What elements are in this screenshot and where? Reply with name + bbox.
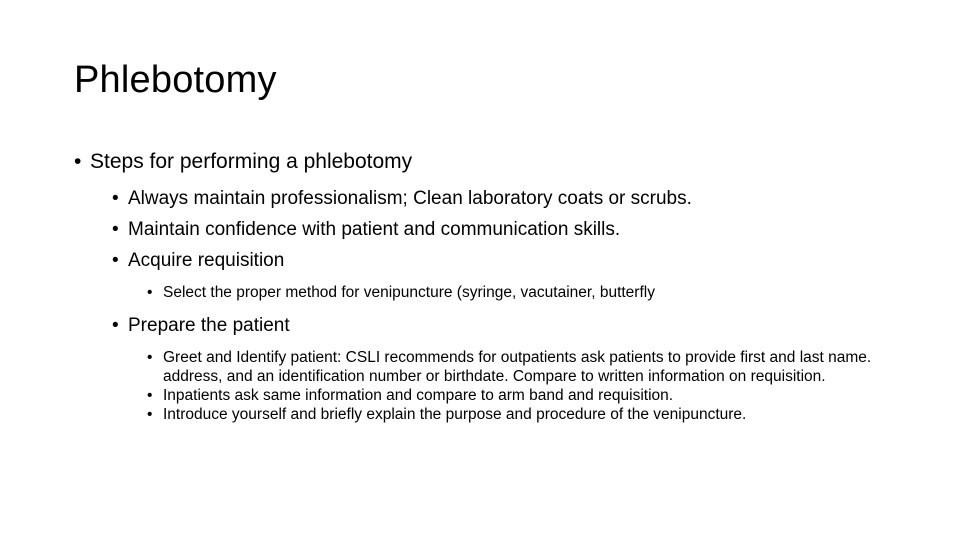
- bullet-text: Acquire requisition: [128, 250, 285, 271]
- bullet-level2-professionalism: [112, 183, 904, 214]
- bullet-level3-method: [147, 283, 904, 302]
- bullet-text: Inpatients ask same information and compare to arm band and requisition.: [163, 387, 674, 404]
- bullet-level2-prepare: [112, 310, 904, 341]
- bullet-dot-icon: •: [147, 349, 153, 366]
- bullet-level3-inpatients: [147, 386, 904, 405]
- bullet-dot-icon: •: [112, 188, 119, 209]
- bullet-level2-confidence: [112, 214, 904, 245]
- bullet-text: Steps for performing a phlebotomy: [90, 150, 413, 173]
- bullet-dot-icon: •: [147, 406, 153, 423]
- bullet-text: Select the proper method for venipuncture (syringe, vacutainer, butterfly: [163, 284, 655, 301]
- slide-body: [74, 146, 904, 424]
- bullet-level3-greet: [147, 348, 883, 386]
- bullet-text: Introduce yourself and briefly explain the purpose and procedure of the venipuncture.: [163, 406, 747, 423]
- bullet-level3-introduce: [147, 405, 904, 424]
- bullet-dot-icon: •: [74, 150, 82, 173]
- bullet-level1-steps: [74, 146, 904, 178]
- bullet-dot-icon: •: [147, 387, 153, 404]
- bullet-dot-icon: •: [147, 284, 153, 301]
- bullet-dot-icon: •: [112, 250, 119, 271]
- slide-title: Phlebotomy: [74, 59, 277, 101]
- bullet-text: Maintain confidence with patient and communication skills.: [128, 219, 621, 240]
- bullet-text: Prepare the patient: [128, 315, 290, 336]
- bullet-dot-icon: •: [112, 315, 119, 336]
- bullet-dot-icon: •: [112, 219, 119, 240]
- bullet-text: Greet and Identify patient: CSLI recommends for outpatients ask patients to provide first and last name. address, and an identification number or birthdate. Compare to written information on requisition.: [163, 349, 872, 385]
- bullet-level2-requisition: [112, 245, 904, 276]
- bullet-text: Always maintain professionalism; Clean laboratory coats or scrubs.: [128, 188, 692, 209]
